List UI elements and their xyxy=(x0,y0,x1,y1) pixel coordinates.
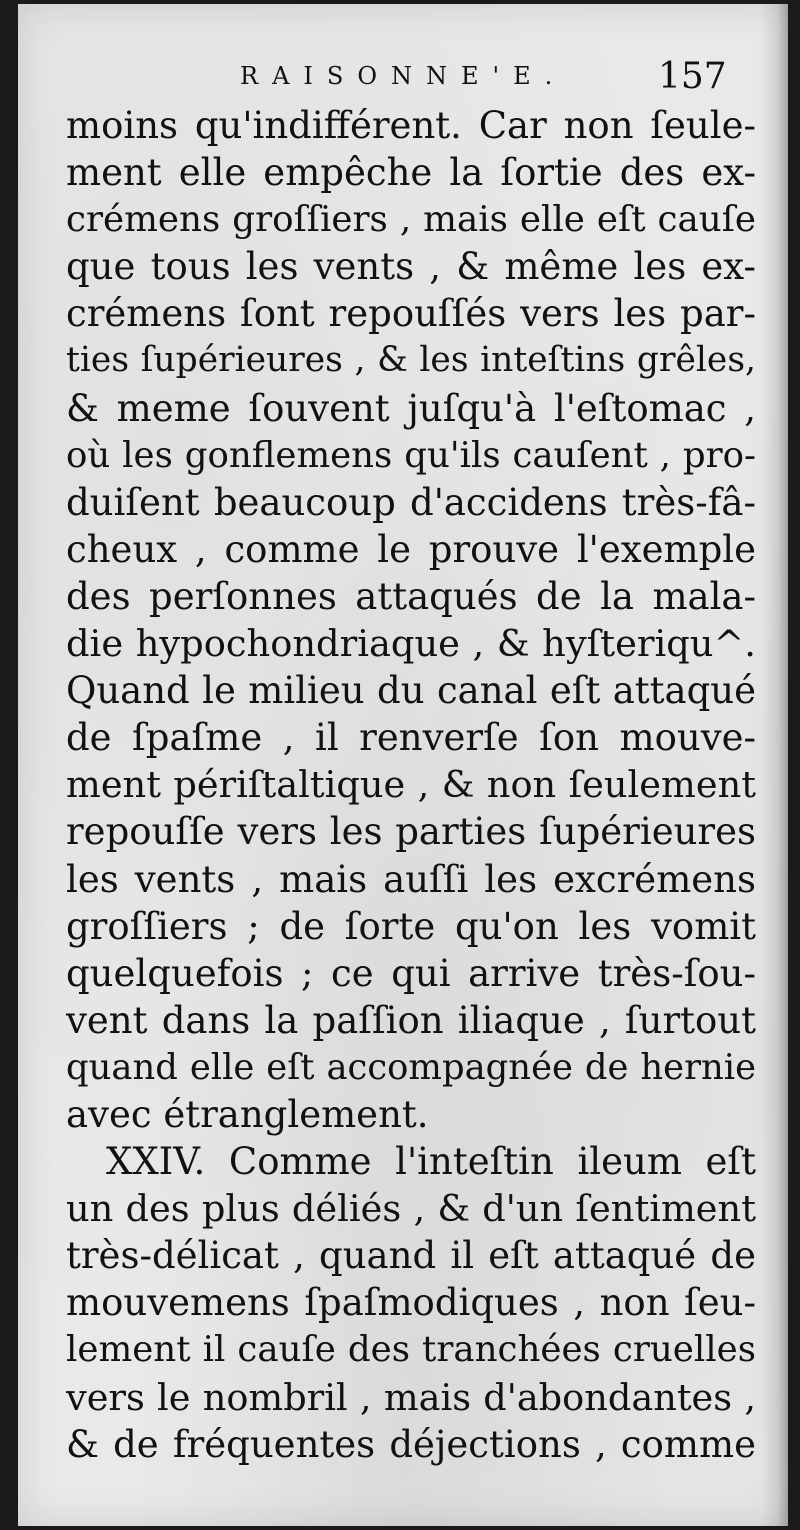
text-line: que tous les vents , & même les ex- xyxy=(66,245,756,289)
text-line: des perſonnes attaqués de la mala- xyxy=(66,574,756,618)
text-line: mouvemens ſpaſmodiques , non ſeu- xyxy=(66,1281,756,1325)
text-line: crémens groſſiers , mais elle eſt cauſe xyxy=(66,199,756,241)
text-line: vent dans la paſſion iliaque , ſurtout xyxy=(66,998,756,1042)
text-line: quand elle eſt accompagnée de hernie xyxy=(66,1046,756,1088)
text-line: ties ſupérieures , & les inteſtins grêles, xyxy=(66,340,756,381)
text-line: groſſiers ; de ſorte qu'on les vomit xyxy=(66,904,756,948)
book-page xyxy=(18,4,788,1526)
text-line: repouſſe vers les parties ſupérieures xyxy=(66,810,756,854)
text-line: ment périſtaltique , & non ſeulement xyxy=(66,763,756,807)
text-line: les vents , mais auſſi les excrémens xyxy=(66,857,756,901)
text-line: ment elle empêche la ſortie des ex- xyxy=(66,151,756,195)
page-edge-shadow xyxy=(762,4,788,1526)
paragraph-end-line: avec étranglement. xyxy=(66,1092,429,1136)
text-line: & de fréquentes déjections , comme xyxy=(66,1422,756,1466)
text-line: Quand le milieu du canal eſt attaqué xyxy=(66,669,756,713)
text-line: duiſent beaucoup d'accidens très-fâ- xyxy=(66,480,756,524)
text-line: quelquefois ; ce qui arrive très-ſou- xyxy=(66,951,756,995)
page-number: 157 xyxy=(658,56,727,97)
text-line: moins qu'indifférent. Car non ſeule- xyxy=(66,104,756,147)
text-line: lement il cauſe des tranchées cruelles xyxy=(66,1329,756,1371)
text-line: très-délicat , quand il eſt attaqué de xyxy=(66,1234,756,1278)
text-line: de ſpaſme , il renverſe ſon mouve- xyxy=(66,716,756,760)
section-start-line: XXIV. Comme l'inteſtin ileum eſt xyxy=(106,1140,756,1184)
body-text xyxy=(66,102,756,1468)
text-line: cheux , comme le prouve l'exemple xyxy=(66,527,756,571)
text-line: & meme ſouvent juſqu'à l'eſtomac , xyxy=(66,386,756,430)
text-line: un des plus déliés , & d'un ſentiment xyxy=(66,1187,756,1231)
text-line: où les gonflemens qu'ils cauſent , pro- xyxy=(66,434,756,476)
text-line: die hypochondriaque , & hyſteriqu^. xyxy=(66,622,756,666)
text-line: vers le nombril , mais d'abondantes , xyxy=(66,1375,756,1419)
running-head: RAISONNE'E. xyxy=(240,62,567,90)
text-line: crémens ſont repouſſés vers les par- xyxy=(66,292,756,336)
page-header xyxy=(18,56,788,106)
